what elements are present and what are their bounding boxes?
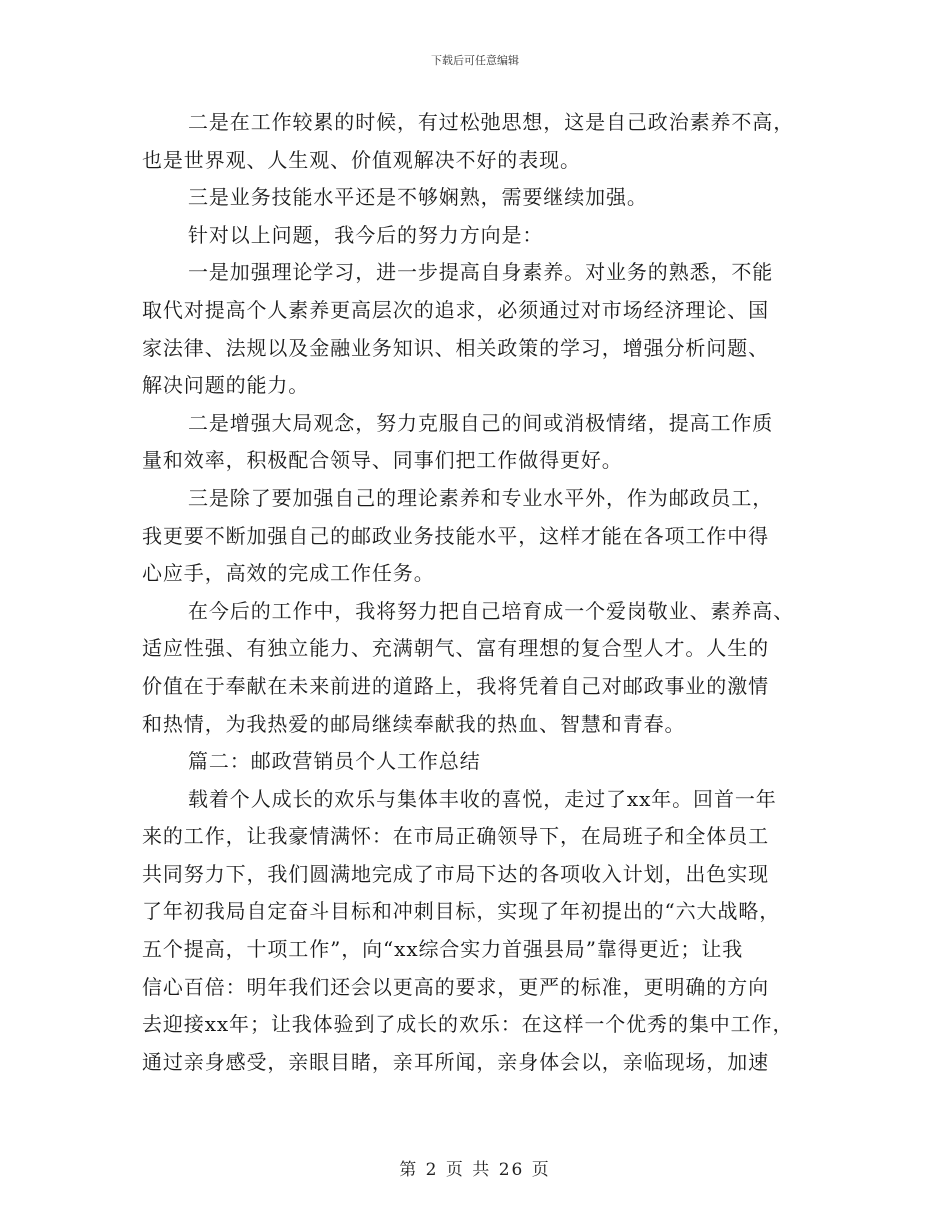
text-line: 信心百倍：明年我们还会以更高的要求，更严的标准，更明确的方向 xyxy=(142,974,769,999)
text-line: 价值在于奉献在未来前进的道路上，我将凭着自己对邮政事业的激情 xyxy=(142,673,769,698)
paragraph xyxy=(142,104,822,179)
text-line: 量和效率，积极配合领导、同事们把工作做得更好。 xyxy=(142,448,623,473)
text-line: 解决问题的能力。 xyxy=(142,373,310,398)
page-header: 下载后可任意编辑 xyxy=(431,54,519,67)
paragraph xyxy=(142,254,822,404)
text-line: 也是世界观、人生观、价值观解决不好的表现。 xyxy=(142,147,581,172)
text-line: 心应手，高效的完成工作任务。 xyxy=(142,561,435,586)
text-line: 载着个人成长的欢乐与集体丰收的喜悦，走过了xx年。回首一年 xyxy=(188,786,777,811)
text-line: 适应性强、有独立能力、充满朝气、富有理想的复合型人才。人生的 xyxy=(142,636,769,661)
text-line: 在今后的工作中，我将努力把自己培育成一个爱岗敬业、素养高、 xyxy=(188,598,795,623)
text-line: 五个提高，十项工作”，向“xx综合实力首强县局”靠得更近；让我 xyxy=(142,937,744,962)
text-line: 家法律、法规以及金融业务知识、相关政策的学习，增强分析问题、 xyxy=(142,335,769,360)
paragraph xyxy=(142,593,822,743)
text-line: 篇二：邮政营销员个人工作总结 xyxy=(188,749,481,774)
text-line: 二是在工作较累的时候，有过松弛思想，这是自己政治素养不高， xyxy=(188,110,795,134)
text-line: 和热情，为我热爱的邮局继续奉献我的热血、智慧和青春。 xyxy=(142,711,686,736)
paragraph xyxy=(142,480,822,593)
text-line: 了年初我局自定奋斗目标和冲刺目标，实现了年初提出的“六大战略， xyxy=(142,899,781,924)
page-number: 第 2 页 共 26 页 xyxy=(399,1160,551,1180)
document-body xyxy=(142,104,822,1081)
text-line: 通过亲身感受，亲眼目睹，亲耳所闻，亲身体会以，亲临现场，加速 xyxy=(142,1049,769,1074)
text-line: 一是加强理论学习，进一步提高自身素养。对业务的熟悉，不能 xyxy=(188,260,774,285)
section-heading xyxy=(142,743,822,781)
text-line: 我更要不断加强自己的邮政业务技能水平，这样才能在各项工作中得 xyxy=(142,523,769,548)
text-line: 取代对提高个人素养更高层次的追求，必须通过对市场经济理论、国 xyxy=(142,297,769,322)
text-line: 三是除了要加强自己的理论素养和专业水平外，作为邮政员工， xyxy=(188,485,774,510)
paragraph xyxy=(142,781,822,1082)
paragraph xyxy=(142,179,822,217)
paragraph xyxy=(142,217,822,255)
paragraph xyxy=(142,405,822,480)
text-line: 共同努力下，我们圆满地完成了市局下达的各项收入计划，出色实现 xyxy=(142,861,769,886)
text-line: 去迎接xx年；让我体验到了成长的欢乐：在这样一个优秀的集中工作， xyxy=(142,1012,794,1037)
text-line: 来的工作，让我豪情满怀：在市局正确领导下，在局班子和全体员工 xyxy=(142,824,769,849)
text-line: 针对以上问题，我今后的努力方向是： xyxy=(188,222,544,247)
text-line: 三是业务技能水平还是不够娴熟，需要继续加强。 xyxy=(188,185,648,210)
text-line: 二是增强大局观念，努力克服自己的间或消极情绪，提高工作质 xyxy=(188,410,774,435)
